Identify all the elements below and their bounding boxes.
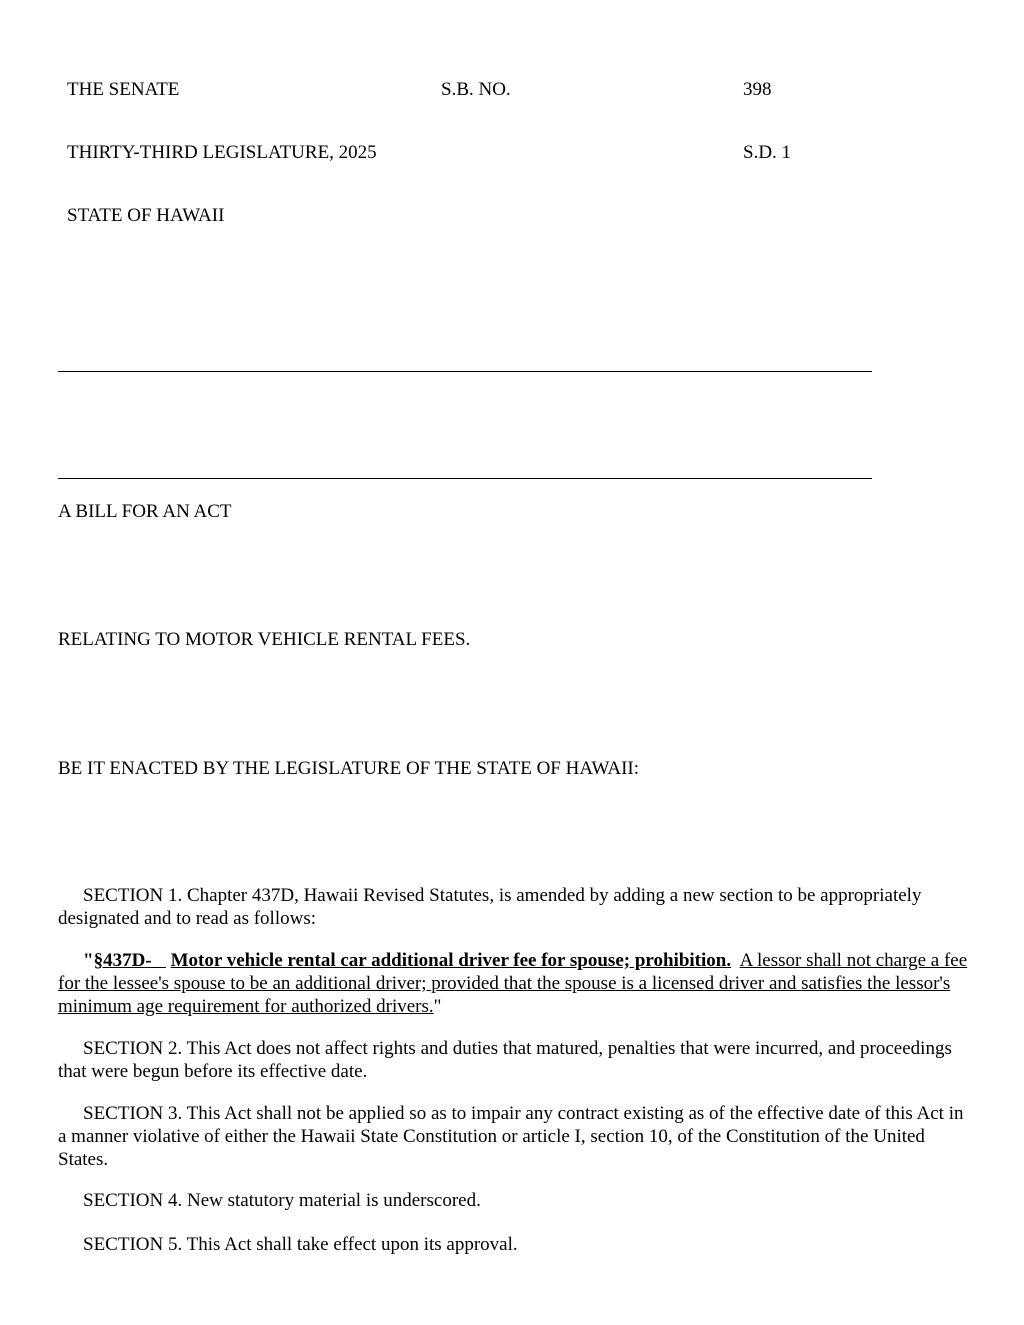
bill-subject: RELATING TO MOTOR VEHICLE RENTAL FEES. — [58, 629, 471, 650]
bottom-rule — [58, 478, 872, 479]
bill-number: 398 — [743, 79, 772, 100]
open-quote: " — [83, 950, 94, 971]
enacting-clause: BE IT ENACTED BY THE LEGISLATURE OF THE STATE OF HAWAII: — [58, 758, 640, 779]
bill-title: A BILL FOR AN ACT — [58, 501, 232, 522]
section-2: SECTION 2. This Act does not affect rights and duties that matured, penalties that were incurred, and proceedings that were begun before its effective date. — [58, 1038, 952, 1082]
state-label: STATE OF HAWAII — [67, 205, 225, 226]
section-1-new-section — [58, 949, 970, 1018]
section-symbol: §437D- — [93, 950, 166, 971]
section-1-intro: SECTION 1. Chapter 437D, Hawaii Revised Statutes, is amended by adding a new section to be appropriately designated and to read as follows: — [58, 885, 922, 929]
section-3: SECTION 3. This Act shall not be applied so as to impair any contract existing as of the effective date of this Act in a manner violative of either the Hawaii State Constitution or article I, section 10, of the Constitution of the United States. — [58, 1103, 964, 1170]
close-quote: " — [433, 996, 442, 1017]
section-5: SECTION 5. This Act shall take effect upon its approval. — [83, 1234, 518, 1255]
bill-number-label: S.B. NO. — [441, 79, 511, 100]
section-4: SECTION 4. New statutory material is underscored. — [83, 1190, 481, 1211]
new-section-body: A lessor shall not charge a fee for the lessee's spouse to be an additional driver; provided that the spouse is a licensed driver and satisfies the lessor's minimum age requirement for authorized drivers. — [58, 950, 968, 1017]
draft-label: S.D. 1 — [743, 142, 792, 163]
top-rule — [58, 371, 872, 372]
chamber-label: THE SENATE — [67, 79, 180, 100]
legislature-label: THIRTY-THIRD LEGISLATURE, 2025 — [67, 142, 377, 163]
new-section-heading: Motor vehicle rental car additional driver fee for spouse; prohibition. — [170, 950, 732, 971]
